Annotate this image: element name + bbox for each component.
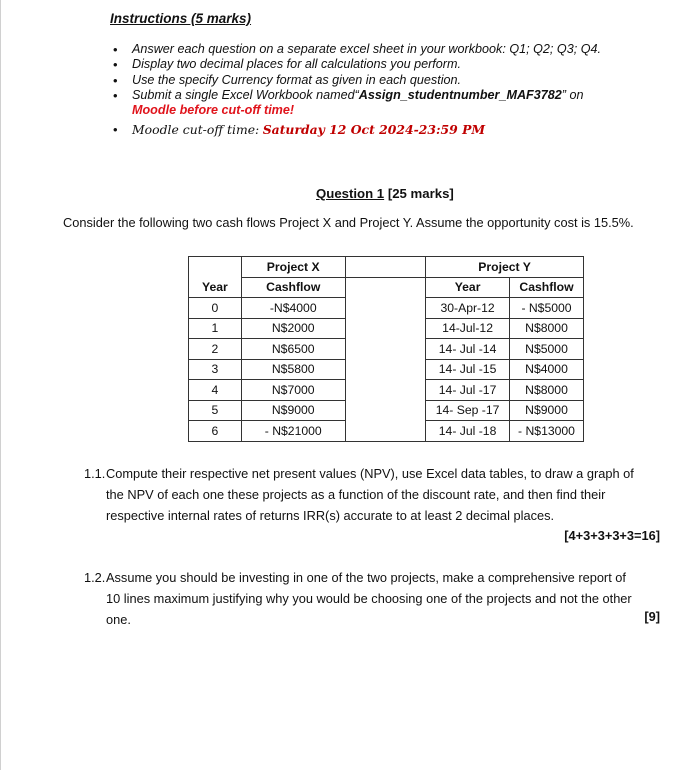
table-row: 2 N$6500 14- Jul -14 N$5000 xyxy=(189,339,584,360)
moodle-deadline-note: Moodle before cut-off time! xyxy=(132,103,295,118)
cutoff-time: Saturday 12 Oct 2024-23:59 PM xyxy=(262,122,486,138)
cashflow-header: Cashflow xyxy=(241,277,345,298)
table-header-row xyxy=(189,257,584,278)
cashflow-table xyxy=(188,256,584,442)
question-title: Question 1 [25 marks] xyxy=(316,186,454,201)
bullet-icon: • xyxy=(113,72,118,88)
project-y-header: Project Y xyxy=(426,257,584,278)
instruction-item: • Moodle cut-off time: Saturday 12 Oct 2024-23:59 PM xyxy=(113,122,486,138)
question-1-2-marks: [9] xyxy=(644,609,660,624)
bullet-icon: • xyxy=(113,42,118,57)
bullet-icon: • xyxy=(113,122,118,138)
question-1-1-marks: [4+3+3+3+3=16] xyxy=(564,528,660,543)
instruction-item: • Display two decimal places for all calculations you perform. xyxy=(113,57,461,73)
year-header: Year xyxy=(189,277,242,298)
table-header-row xyxy=(189,277,584,298)
page-edge-line xyxy=(0,0,1,770)
instructions-list xyxy=(113,42,601,139)
bullet-icon: • xyxy=(113,57,118,73)
question-intro: Consider the following two cash flows Project X and Project Y. Assume the opportunity cost is 15.5%. xyxy=(63,215,634,230)
instruction-item: • Use the specify Currency format as given in each question. xyxy=(113,72,461,88)
table-row: 1 N$2000 14-Jul-12 N$8000 xyxy=(189,318,584,339)
instruction-item: • Submit a single Excel Workbook named“Assign_studentnumber_MAF3782” on Moodle before cut-off time! xyxy=(113,87,584,118)
project-x-header: Project X xyxy=(241,257,345,278)
cashflow-y-header: Cashflow xyxy=(510,277,584,298)
table-row: 6 - N$21000 14- Jul -18 - N$13000 xyxy=(189,421,584,442)
instruction-item: • Answer each question on a separate excel sheet in your workbook: Q1; Q2; Q3; Q4. xyxy=(113,42,602,57)
table-row: 3 N$5800 14- Jul -15 N$4000 xyxy=(189,359,584,380)
question-1-2: 1.2.Assume you should be investing in one of the two projects, make a comprehensive report of 10 lines maximum justifying why you would be choosing one of the projects and not the other one. xyxy=(84,570,632,627)
question-1-1: 1.1.Compute their respective net present values (NPV), use Excel data tables, to draw a graph of the NPV of each one these projects as a function of the discount rate, and then find their respective internal rates of returns IRR(s) accurate to at least 2 decimal places. xyxy=(84,466,634,523)
year-y-header: Year xyxy=(426,277,510,298)
table-row: 5 N$9000 14- Sep -17 N$9000 xyxy=(189,400,584,421)
bullet-icon: • xyxy=(113,87,118,103)
table-row: 0 -N$4000 30-Apr-12 - N$5000 xyxy=(189,298,584,319)
table-row: 4 N$7000 14- Jul -17 N$8000 xyxy=(189,380,584,401)
instructions-title: Instructions (5 marks) xyxy=(110,11,252,26)
workbook-name: Assign_studentnumber_MAF3782 xyxy=(358,87,562,102)
